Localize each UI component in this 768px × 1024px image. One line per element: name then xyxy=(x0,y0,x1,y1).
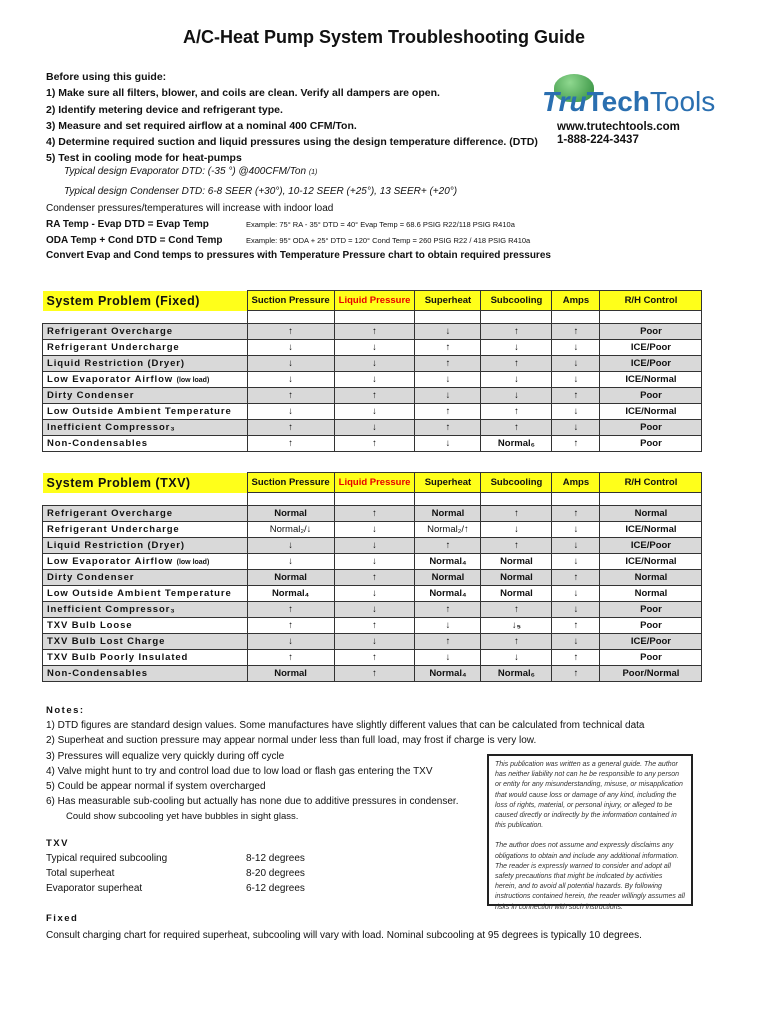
row-label xyxy=(43,634,248,650)
table-row xyxy=(43,356,702,372)
column-header: Amps xyxy=(552,291,600,311)
table-cell: ↓ xyxy=(481,372,552,388)
table-cell: ↓ xyxy=(334,522,415,538)
table-row xyxy=(43,436,702,452)
table-cell: ↓ xyxy=(415,650,481,666)
table-cell: ↑ xyxy=(552,388,600,404)
table-cell: ↑ xyxy=(334,618,415,634)
row-label-text: Refrigerant Overcharge xyxy=(47,326,173,337)
oda-formula xyxy=(46,235,531,246)
table-cell: ↑ xyxy=(481,602,552,618)
table-cell: ↑ xyxy=(334,570,415,586)
table-cell: ICE/Poor xyxy=(600,356,702,372)
blank-cell xyxy=(247,311,334,324)
intro-step: 3) Measure and set required airflow at a nominal 400 CFM/Ton. xyxy=(46,119,357,132)
website-link[interactable]: www.trutechtools.com xyxy=(557,121,680,133)
table-cell: ↓ xyxy=(334,420,415,436)
table-cell: ↓ xyxy=(334,404,415,420)
table-title: System Problem (TXV) xyxy=(43,473,248,493)
table-cell: Normal xyxy=(247,506,334,522)
spacer xyxy=(43,493,248,506)
table-cell: ↓ xyxy=(334,634,415,650)
blank-cell xyxy=(247,493,334,506)
row-label xyxy=(43,404,248,420)
row-label xyxy=(43,372,248,388)
table-cell: ↑ xyxy=(247,618,334,634)
table-cell: ↑ xyxy=(415,356,481,372)
table-cell: Normal xyxy=(415,506,481,522)
blank-cell xyxy=(334,311,415,324)
table-cell: ↑ xyxy=(247,436,334,452)
blank-cell xyxy=(481,311,552,324)
table-cell: ↓ xyxy=(247,404,334,420)
intro-step: 5) Test in cooling mode for heat-pumps xyxy=(46,152,242,165)
table-row xyxy=(43,506,702,522)
table-cell: Normal xyxy=(247,666,334,682)
fixed-heading: Fixed xyxy=(46,913,79,924)
table-cell: ↑ xyxy=(247,650,334,666)
blank-cell xyxy=(334,493,415,506)
note-item: 5) Could be appear normal if system overcharged xyxy=(46,781,266,793)
label: Evaporator superheat xyxy=(46,883,143,894)
row-label-text: TXV Bulb Lost Charge xyxy=(47,636,166,647)
row-label-text: Low Evaporator Airflow xyxy=(47,374,174,385)
table-cell: ↑ xyxy=(334,324,415,340)
table-cell: Normal xyxy=(481,586,552,602)
spacer xyxy=(43,311,248,324)
intro-step: 4) Determine required suction and liquid pressures using the design temperature difference. (DTD) xyxy=(46,136,538,149)
table-cell: Normal₄ xyxy=(247,586,334,602)
column-header: Liquid Pressure xyxy=(334,291,415,311)
table-cell: ↑ xyxy=(552,666,600,682)
evap-dtd xyxy=(64,166,317,177)
table-cell: ↓ xyxy=(481,650,552,666)
table-cell: Poor xyxy=(600,650,702,666)
trutechtools-logo xyxy=(540,72,720,122)
table-cell: ↑ xyxy=(247,388,334,404)
table-cell: ICE/Poor xyxy=(600,634,702,650)
table-cell: ↓₅ xyxy=(481,618,552,634)
intro-step: 2) Identify metering device and refrigerant type. xyxy=(46,103,283,116)
row-label-text: Dirty Condenser xyxy=(47,572,135,583)
label: Typical required subcooling xyxy=(46,853,168,864)
value: 6-12 degrees xyxy=(246,883,305,894)
table-cell: ↑ xyxy=(552,506,600,522)
phone: 1-888-224-3437 xyxy=(557,134,639,146)
row-label-text: TXV Bulb Loose xyxy=(47,620,133,631)
table-cell: ↑ xyxy=(481,538,552,554)
table-cell: ↓ xyxy=(552,404,600,420)
table-cell: ↓ xyxy=(334,340,415,356)
fixed-info xyxy=(46,910,642,944)
row-label-text: TXV Bulb Poorly Insulated xyxy=(47,652,189,663)
note-item: 4) Valve might hunt to try and control load due to low load or flash gas entering the TXV xyxy=(46,765,433,777)
table-cell: Normal xyxy=(481,554,552,570)
table-cell: ICE/Normal xyxy=(600,554,702,570)
table-cell: ↓ xyxy=(552,602,600,618)
blank-cell xyxy=(415,493,481,506)
notes-heading: Notes: xyxy=(46,705,85,716)
row-label xyxy=(43,586,248,602)
table-cell: ↑ xyxy=(415,404,481,420)
table-cell: ↓ xyxy=(481,522,552,538)
table-cell: ↓ xyxy=(415,388,481,404)
table-cell: ICE/Poor xyxy=(600,340,702,356)
table-cell: ↑ xyxy=(481,506,552,522)
table-row xyxy=(43,554,702,570)
table-cell: Poor xyxy=(600,618,702,634)
column-header: Amps xyxy=(552,473,600,493)
txv-heading: TXV xyxy=(46,838,69,849)
table-cell: ↑ xyxy=(334,436,415,452)
table-cell: ↑ xyxy=(415,602,481,618)
blank-cell xyxy=(600,311,702,324)
table-cell: Poor xyxy=(600,602,702,618)
load-note: Condenser pressures/temperatures will increase with indoor load xyxy=(46,203,334,214)
txv-info-row xyxy=(46,881,305,896)
table-cell: ICE/Normal xyxy=(600,522,702,538)
table-cell: ↓ xyxy=(552,420,600,436)
table-cell: ↓ xyxy=(334,372,415,388)
fixed-problem-table xyxy=(42,290,702,452)
table-row xyxy=(43,602,702,618)
row-label xyxy=(43,506,248,522)
table-cell: Normal xyxy=(481,570,552,586)
table-cell: ↑ xyxy=(552,650,600,666)
table-cell: Normal xyxy=(600,570,702,586)
table-cell: ↓ xyxy=(552,554,600,570)
table-cell: ↓ xyxy=(247,634,334,650)
table-cell: Normal xyxy=(600,586,702,602)
table-cell: ↑ xyxy=(481,634,552,650)
table-cell: ↓ xyxy=(552,372,600,388)
table-cell: ↑ xyxy=(481,420,552,436)
table-cell: ↑ xyxy=(415,340,481,356)
row-label-text: Inefficient Compressor₃ xyxy=(47,604,176,615)
intro-step: 1) Make sure all filters, blower, and coils are clean. Verify all dampers are open. xyxy=(46,87,440,100)
table-cell: ↓ xyxy=(247,372,334,388)
table-row xyxy=(43,340,702,356)
row-label xyxy=(43,538,248,554)
table-cell: ICE/Normal xyxy=(600,404,702,420)
table-row xyxy=(43,634,702,650)
label: Total superheat xyxy=(46,868,115,879)
table-cell: Normal₂/↑ xyxy=(415,522,481,538)
page-title: A/C-Heat Pump System Troubleshooting Guide xyxy=(182,27,586,47)
table-cell: ↑ xyxy=(334,388,415,404)
table-cell: ↓ xyxy=(415,324,481,340)
cond-dtd: Typical design Condenser DTD: 6-8 SEER (+30°), 10-12 SEER (+25°), 13 SEER+ (+20°) xyxy=(64,186,458,197)
table-cell: ↓ xyxy=(415,436,481,452)
table-cell: ↑ xyxy=(552,618,600,634)
table-cell: ↓ xyxy=(247,356,334,372)
note-item: 3) Pressures will equalize very quickly during off cycle xyxy=(46,750,285,762)
table-cell: ↑ xyxy=(334,666,415,682)
note-item: 1) DTD figures are standard design values. Some manufactures have slightly different values that can be calculated from technical data xyxy=(46,720,645,732)
table-cell: ↓ xyxy=(481,388,552,404)
row-label-text: Liquid Restriction (Dryer) xyxy=(47,540,185,551)
row-label xyxy=(43,522,248,538)
column-header: Subcooling xyxy=(481,291,552,311)
table-row xyxy=(43,618,702,634)
blank-cell xyxy=(481,493,552,506)
row-label-text: Dirty Condenser xyxy=(47,390,135,401)
value: 8-20 degrees xyxy=(246,868,305,879)
row-label xyxy=(43,666,248,682)
table-row xyxy=(43,650,702,666)
column-header: Suction Pressure xyxy=(247,473,334,493)
table-cell: Poor xyxy=(600,324,702,340)
table-cell: ↑ xyxy=(415,634,481,650)
row-label-text: Refrigerant Undercharge xyxy=(47,342,180,353)
oda-formula-text: ODA Temp + Cond DTD = Cond Temp xyxy=(46,235,223,246)
note-item: 6) Has measurable sub-cooling but actually has none due to additive pressures in condenser. xyxy=(46,796,459,808)
table-row xyxy=(43,570,702,586)
row-label-text: Refrigerant Overcharge xyxy=(47,508,173,519)
row-label-text: Non-Condensables xyxy=(47,668,148,679)
table-row xyxy=(43,404,702,420)
table-cell: Poor xyxy=(600,436,702,452)
ra-example: Example: 75° RA - 35° DTD = 40° Evap Temp = 68.6 PSIG R22/118 PSIG R410a xyxy=(246,220,515,229)
table-cell: ↓ xyxy=(552,340,600,356)
fixed-text: Consult charging chart for required superheat, subcooling will vary with load. Nominal subcooling at 95 degrees is typically 10 degrees. xyxy=(46,930,642,941)
row-label-note: (low load) xyxy=(176,559,210,566)
column-header: Liquid Pressure xyxy=(334,473,415,493)
txv-problem-table xyxy=(42,472,702,682)
table-cell: ↑ xyxy=(481,404,552,420)
blank-cell xyxy=(415,311,481,324)
row-label xyxy=(43,618,248,634)
table-cell: Poor/Normal xyxy=(600,666,702,682)
table-cell: ↑ xyxy=(552,436,600,452)
table-cell: ↑ xyxy=(334,506,415,522)
table-cell: Normal₄ xyxy=(415,586,481,602)
blank-cell xyxy=(552,493,600,506)
table-cell: ↑ xyxy=(481,356,552,372)
table-cell: ↓ xyxy=(334,538,415,554)
table-cell: ↑ xyxy=(552,570,600,586)
row-label xyxy=(43,388,248,404)
table-cell: Poor xyxy=(600,420,702,436)
row-label-text: Low Outside Ambient Temperature xyxy=(47,588,232,599)
disclaimer-paragraph: The author does not assume and expressly disclaims any obligations to obtain and include any additional information. The reader is expressly warned to consider and adopt all safety precautions that might be indicated by activities herein, and to avoid all potential hazards. By following instructions contained herein, the reader willingly assumes all risks in connection with such instructions. xyxy=(495,842,685,911)
table-cell: ↑ xyxy=(552,324,600,340)
oda-example: Example: 95° ODA + 25° DTD = 120° Cond Temp = 260 PSIG R22 / 418 PSIG R410a xyxy=(246,236,531,245)
table-cell: ↑ xyxy=(481,324,552,340)
row-label-text: Liquid Restriction (Dryer) xyxy=(47,358,185,369)
table-cell: ↓ xyxy=(415,372,481,388)
table-cell: ↑ xyxy=(247,602,334,618)
disclaimer-box xyxy=(487,754,693,911)
row-label-text: Low Evaporator Airflow xyxy=(47,556,174,567)
table-row xyxy=(43,666,702,682)
table-cell: ↓ xyxy=(334,356,415,372)
table-row xyxy=(43,372,702,388)
table-cell: ↓ xyxy=(247,340,334,356)
table-cell: Normal xyxy=(415,570,481,586)
table-row xyxy=(43,538,702,554)
table-cell: ↓ xyxy=(552,522,600,538)
table-cell: Normal₄ xyxy=(415,554,481,570)
table-cell: ↓ xyxy=(552,586,600,602)
table-cell: ↑ xyxy=(247,324,334,340)
disclaimer-paragraph: This publication was written as a general guide. The author has neither liability not can he be responsible to any person or entity for any misunderstanding, misuse, or misapplication that would cause loss or damage of any kind, including the loss of rights, material, or personal injury, or alleged to be caused directly or indirectly by the information contained in this publication. xyxy=(495,761,683,830)
row-label xyxy=(43,340,248,356)
table-cell: ↓ xyxy=(552,634,600,650)
table-cell: ↓ xyxy=(334,586,415,602)
logo-text: Tools xyxy=(649,86,716,117)
row-label xyxy=(43,570,248,586)
table-cell: ↓ xyxy=(247,554,334,570)
row-label xyxy=(43,356,248,372)
evap-dtd-text: Typical design Evaporator DTD: (-35 °) @400CFM/Ton xyxy=(64,166,307,177)
row-label xyxy=(43,324,248,340)
txv-info xyxy=(46,836,305,896)
table-row xyxy=(43,388,702,404)
table-cell: ↓ xyxy=(415,618,481,634)
ra-formula xyxy=(46,219,515,230)
contact xyxy=(557,121,680,147)
row-label-note: (low load) xyxy=(176,377,210,384)
table-cell: ↓ xyxy=(552,356,600,372)
blank-cell xyxy=(600,493,702,506)
footnote-ref: (1) xyxy=(308,169,318,176)
table-cell: ↓ xyxy=(334,554,415,570)
row-label xyxy=(43,436,248,452)
column-header: Superheat xyxy=(415,291,481,311)
table-cell: ICE/Normal xyxy=(600,372,702,388)
table-cell: Normal xyxy=(247,570,334,586)
ra-formula-text: RA Temp - Evap DTD = Evap Temp xyxy=(46,219,209,230)
table-cell: ICE/Poor xyxy=(600,538,702,554)
column-header: Subcooling xyxy=(481,473,552,493)
table-cell: ↑ xyxy=(334,650,415,666)
table-cell: ↓ xyxy=(247,538,334,554)
value: 8-12 degrees xyxy=(246,853,305,864)
note-extra: Could show subcooling yet have bubbles in sight glass. xyxy=(66,811,299,823)
table-cell: Normal₆ xyxy=(481,666,552,682)
table-cell: ↓ xyxy=(334,602,415,618)
column-header: R/H Control xyxy=(600,473,702,493)
column-header: Suction Pressure xyxy=(247,291,334,311)
logo-text: Tru xyxy=(542,86,587,117)
txv-info-row xyxy=(46,866,305,881)
intro xyxy=(46,69,538,167)
table-cell: Poor xyxy=(600,388,702,404)
table-cell: Normal xyxy=(600,506,702,522)
table-cell: ↑ xyxy=(247,420,334,436)
table-row xyxy=(43,420,702,436)
row-label xyxy=(43,650,248,666)
table-cell: ↑ xyxy=(415,420,481,436)
table-row xyxy=(43,324,702,340)
row-label-text: Low Outside Ambient Temperature xyxy=(47,406,232,417)
row-label-text: Refrigerant Undercharge xyxy=(47,524,180,535)
table-cell: Normal₂/↓ xyxy=(247,522,334,538)
row-label-text: Inefficient Compressor₃ xyxy=(47,422,176,433)
row-label xyxy=(43,602,248,618)
column-header: R/H Control xyxy=(600,291,702,311)
column-header: Superheat xyxy=(415,473,481,493)
table-row xyxy=(43,522,702,538)
row-label xyxy=(43,554,248,570)
table-cell: Normal₄ xyxy=(415,666,481,682)
logo-text: Tech xyxy=(586,86,650,117)
convert-note: Convert Evap and Cond temps to pressures with Temperature Pressure chart to obtain required pressures xyxy=(46,250,551,261)
intro-heading: Before using this guide: xyxy=(46,71,167,83)
table-cell: ↑ xyxy=(415,538,481,554)
table-cell: Normal₆ xyxy=(481,436,552,452)
table-title: System Problem (Fixed) xyxy=(43,291,248,311)
row-label xyxy=(43,420,248,436)
blank-cell xyxy=(552,311,600,324)
note-item: 2) Superheat and suction pressure may appear normal under less than full load, may frost if charge is very low. xyxy=(46,735,537,747)
txv-info-row xyxy=(46,851,305,866)
table-row xyxy=(43,586,702,602)
row-label-text: Non-Condensables xyxy=(47,438,148,449)
table-cell: ↓ xyxy=(552,538,600,554)
table-cell: ↓ xyxy=(481,340,552,356)
